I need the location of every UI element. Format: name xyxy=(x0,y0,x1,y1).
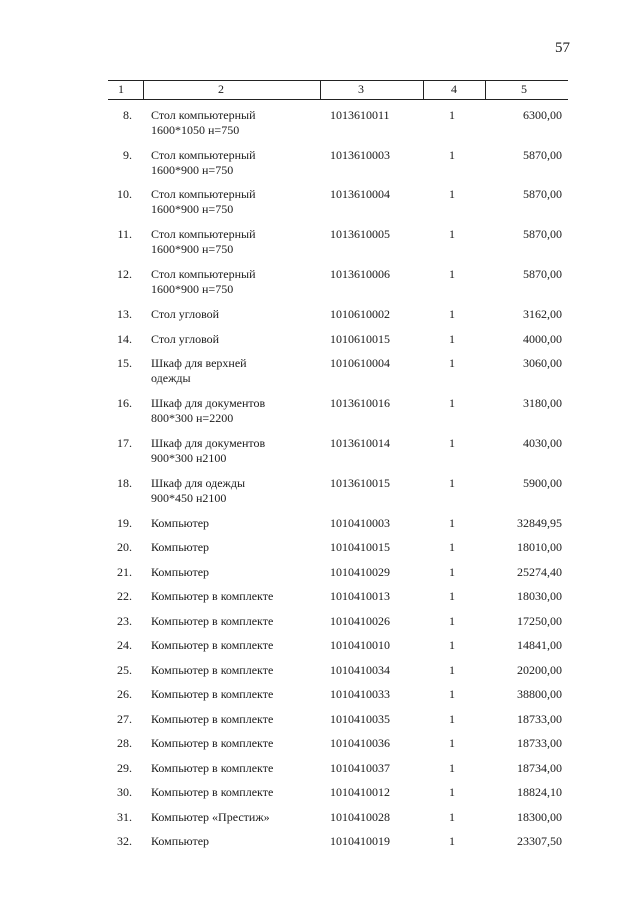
item-name: Стол угловой xyxy=(151,332,220,346)
quantity: 1 xyxy=(449,834,455,848)
amount: 38800,00 xyxy=(517,687,562,701)
item-name: Компьютер в комплекте xyxy=(151,638,274,652)
amount: 18733,00 xyxy=(517,712,562,726)
quantity: 1 xyxy=(449,761,455,775)
row-number: 17. xyxy=(117,436,132,450)
quantity: 1 xyxy=(449,516,455,530)
amount: 5870,00 xyxy=(523,148,562,162)
row-number: 12. xyxy=(117,267,132,281)
amount: 3162,00 xyxy=(523,307,562,321)
row-number: 21. xyxy=(117,565,132,579)
quantity: 1 xyxy=(449,227,455,241)
row-number: 24. xyxy=(117,638,132,652)
page-number: 57 xyxy=(555,40,570,56)
amount: 20200,00 xyxy=(517,663,562,677)
quantity: 1 xyxy=(449,108,455,122)
item-name: Компьютер xyxy=(151,540,210,554)
row-number: 18. xyxy=(117,476,132,490)
amount: 18824,10 xyxy=(517,785,562,799)
item-name: Компьютер в комплекте xyxy=(151,761,274,775)
quantity: 1 xyxy=(449,187,455,201)
quantity: 1 xyxy=(449,396,455,410)
inventory-code: 1013610004 xyxy=(330,187,390,201)
item-name: Компьютер xyxy=(151,565,210,579)
amount: 6300,00 xyxy=(523,108,562,122)
item-name: Компьютер «Престиж» xyxy=(151,810,270,824)
inventory-code: 1013610006 xyxy=(330,267,390,281)
row-number: 8. xyxy=(123,108,132,122)
quantity: 1 xyxy=(449,736,455,750)
amount: 18300,00 xyxy=(517,810,562,824)
inventory-code: 1010410003 xyxy=(330,516,390,530)
row-number: 28. xyxy=(117,736,132,750)
quantity: 1 xyxy=(449,356,455,370)
row-number: 9. xyxy=(123,148,132,162)
inventory-code: 1010410036 xyxy=(330,736,390,750)
row-number: 19. xyxy=(117,516,132,530)
amount: 17250,00 xyxy=(517,614,562,628)
row-number: 16. xyxy=(117,396,132,410)
item-name: Стол компьютерный 1600*900 н=750 xyxy=(151,187,256,216)
quantity: 1 xyxy=(449,663,455,677)
item-name: Стол компьютерный 1600*1050 н=750 xyxy=(151,108,256,137)
row-number: 14. xyxy=(117,332,132,346)
item-name: Стол компьютерный 1600*900 н=750 xyxy=(151,148,256,177)
header-col-1: 1 xyxy=(118,82,124,96)
amount: 25274,40 xyxy=(517,565,562,579)
header-col-4: 4 xyxy=(451,82,457,96)
quantity: 1 xyxy=(449,785,455,799)
inventory-code: 1010410013 xyxy=(330,589,390,603)
item-name: Стол угловой xyxy=(151,307,220,321)
inventory-code: 1010410010 xyxy=(330,638,390,652)
header-col-5: 5 xyxy=(521,82,527,96)
amount: 3060,00 xyxy=(523,356,562,370)
inventory-table xyxy=(108,80,568,848)
inventory-code: 1013610016 xyxy=(330,396,390,410)
row-number: 30. xyxy=(117,785,132,799)
inventory-code: 1013610005 xyxy=(330,227,390,241)
item-name: Шкаф для документов 800*300 н=2200 xyxy=(151,396,266,425)
row-number: 20. xyxy=(117,540,132,554)
quantity: 1 xyxy=(449,687,455,701)
item-name: Компьютер xyxy=(151,834,210,848)
header-divider xyxy=(423,81,424,99)
quantity: 1 xyxy=(449,638,455,652)
amount: 4030,00 xyxy=(523,436,562,450)
inventory-code: 1010410033 xyxy=(330,687,390,701)
inventory-code: 1013610014 xyxy=(330,436,390,450)
amount: 5870,00 xyxy=(523,187,562,201)
quantity: 1 xyxy=(449,307,455,321)
quantity: 1 xyxy=(449,810,455,824)
item-name: Компьютер в комплекте xyxy=(151,687,274,701)
quantity: 1 xyxy=(449,476,455,490)
amount: 32849,95 xyxy=(517,516,562,530)
header-divider xyxy=(485,81,486,99)
item-name: Шкаф для верхней одежды xyxy=(151,356,247,385)
header-divider xyxy=(320,81,321,99)
item-name: Стол компьютерный 1600*900 н=750 xyxy=(151,227,256,256)
inventory-code: 1010410029 xyxy=(330,565,390,579)
item-name: Шкаф для документов 900*300 н2100 xyxy=(151,436,266,465)
inventory-code: 1010410035 xyxy=(330,712,390,726)
amount: 4000,00 xyxy=(523,332,562,346)
row-number: 27. xyxy=(117,712,132,726)
row-number: 32. xyxy=(117,834,132,848)
amount: 18010,00 xyxy=(517,540,562,554)
quantity: 1 xyxy=(449,614,455,628)
row-number: 15. xyxy=(117,356,132,370)
inventory-code: 1010410026 xyxy=(330,614,390,628)
inventory-code: 1010610002 xyxy=(330,307,390,321)
amount: 5900,00 xyxy=(523,476,562,490)
quantity: 1 xyxy=(449,565,455,579)
row-number: 11. xyxy=(117,227,132,241)
item-name: Компьютер в комплекте xyxy=(151,614,274,628)
amount: 5870,00 xyxy=(523,267,562,281)
amount: 18030,00 xyxy=(517,589,562,603)
inventory-code: 1010610004 xyxy=(330,356,390,370)
amount: 18733,00 xyxy=(517,736,562,750)
item-name: Шкаф для одежды 900*450 н2100 xyxy=(151,476,246,505)
header-col-2: 2 xyxy=(218,82,224,96)
item-name: Компьютер в комплекте xyxy=(151,712,274,726)
inventory-code: 1013610015 xyxy=(330,476,390,490)
item-name: Компьютер в комплекте xyxy=(151,736,274,750)
inventory-code: 1010410037 xyxy=(330,761,390,775)
inventory-code: 1010410015 xyxy=(330,540,390,554)
amount: 5870,00 xyxy=(523,227,562,241)
quantity: 1 xyxy=(449,540,455,554)
inventory-code: 1010410019 xyxy=(330,834,390,848)
row-number: 23. xyxy=(117,614,132,628)
item-name: Компьютер xyxy=(151,516,210,530)
row-number: 22. xyxy=(117,589,132,603)
inventory-code: 1010410028 xyxy=(330,810,390,824)
row-number: 31. xyxy=(117,810,132,824)
inventory-code: 1010610015 xyxy=(330,332,390,346)
quantity: 1 xyxy=(449,267,455,281)
item-name: Компьютер в комплекте xyxy=(151,663,274,677)
item-name: Компьютер в комплекте xyxy=(151,785,274,799)
item-name: Стол компьютерный 1600*900 н=750 xyxy=(151,267,256,296)
quantity: 1 xyxy=(449,712,455,726)
inventory-code: 1013610003 xyxy=(330,148,390,162)
quantity: 1 xyxy=(449,589,455,603)
header-col-3: 3 xyxy=(358,82,364,96)
quantity: 1 xyxy=(449,148,455,162)
header-divider xyxy=(143,81,144,99)
row-number: 29. xyxy=(117,761,132,775)
amount: 23307,50 xyxy=(517,834,562,848)
row-number: 25. xyxy=(117,663,132,677)
row-number: 13. xyxy=(117,307,132,321)
inventory-code: 1010410034 xyxy=(330,663,390,677)
inventory-code: 1013610011 xyxy=(330,108,390,122)
row-number: 10. xyxy=(117,187,132,201)
amount: 18734,00 xyxy=(517,761,562,775)
amount: 14841,00 xyxy=(517,638,562,652)
item-name: Компьютер в комплекте xyxy=(151,589,274,603)
quantity: 1 xyxy=(449,436,455,450)
table-header xyxy=(108,80,568,100)
row-number: 26. xyxy=(117,687,132,701)
quantity: 1 xyxy=(449,332,455,346)
amount: 3180,00 xyxy=(523,396,562,410)
inventory-code: 1010410012 xyxy=(330,785,390,799)
